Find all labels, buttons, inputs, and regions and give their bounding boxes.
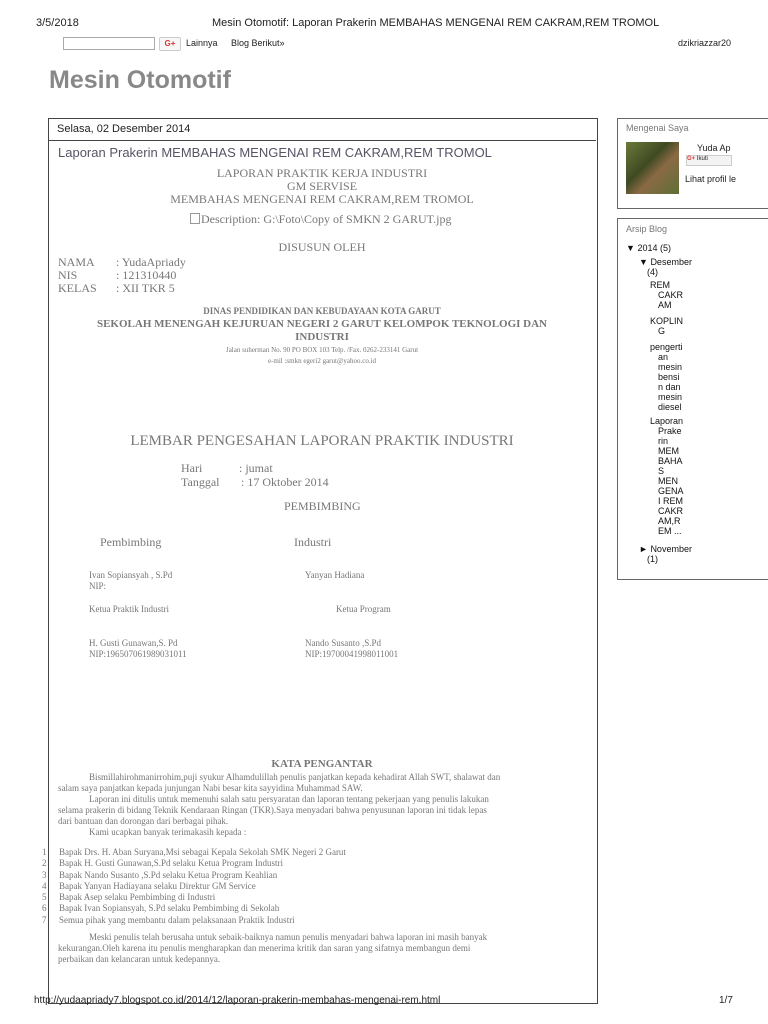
kata-pengantar-title: KATA PENGANTAR xyxy=(271,758,373,770)
ketua-praktik-signatory xyxy=(89,638,187,660)
closing-paragraph xyxy=(58,932,594,965)
para-2a: Laporan ini ditulis untuk memenuhi salah satu persyaratan dan laporan tentang pekerjaan yang penulis lakukan xyxy=(89,794,489,804)
thanks-item-text: Bapak Ivan Sopiansyah, S.Pd selaku Pembimbing di Sekolah xyxy=(59,903,280,914)
kata-pengantar-body xyxy=(58,772,594,838)
archive-post-link[interactable] xyxy=(650,280,683,310)
thanks-item-number: 3 xyxy=(42,869,47,880)
post-link-line[interactable]: EM ... xyxy=(658,526,682,536)
pembimbing-column-label: Pembimbing xyxy=(100,535,162,549)
month-count: (1) xyxy=(647,554,658,564)
archive-post-link-current[interactable] xyxy=(650,416,684,536)
post-link-line[interactable]: Laporan xyxy=(650,416,684,426)
print-date: 3/5/2018 xyxy=(36,17,79,29)
archive-year-2014[interactable] xyxy=(626,243,671,253)
nis-label: NIS xyxy=(58,268,78,282)
print-page-number: 1/7 xyxy=(719,995,733,1006)
post-link-line[interactable]: bensi xyxy=(658,372,680,382)
blog-title[interactable]: Mesin Otomotif xyxy=(49,66,231,94)
thanks-item-text: Bapak Asep selaku Pembimbing di Industri xyxy=(59,892,216,903)
post-link-line[interactable]: GENA xyxy=(658,486,684,496)
archive-month-november[interactable] xyxy=(639,544,692,564)
kelas-label: KELAS xyxy=(58,281,97,295)
archive-post-link[interactable] xyxy=(650,316,683,336)
view-profile-link[interactable]: Lihat profil le xyxy=(685,174,737,184)
thanks-item xyxy=(42,915,594,926)
pengesahan-date xyxy=(181,461,329,489)
year-count: (5) xyxy=(659,243,671,253)
search-input[interactable] xyxy=(63,37,155,50)
para-4b: kekurangan.Oleh karena itu penulis mengharapkan dan menerima kritik dan saran yang sifatnya membangun demi xyxy=(58,943,471,953)
industri-column-label: Industri xyxy=(294,535,332,549)
nis-value: : 121310440 xyxy=(116,268,177,282)
thanks-item-text: Bapak H. Gusti Gunawan,S.Pd selaku Ketua Program Industri xyxy=(59,858,283,869)
archive-month-desember[interactable] xyxy=(639,257,692,277)
thanks-item xyxy=(42,903,594,914)
para-4a: Meski penulis telah berusaha untuk sebaik-baiknya namun penulis menyadari bahwa laporan ini masih banyak xyxy=(89,932,488,942)
nama-label: NAMA xyxy=(58,255,95,269)
about-me-heading: Mengenai Saya xyxy=(626,123,689,133)
post-link-line[interactable]: mesin xyxy=(658,362,683,372)
author-name-link[interactable]: Yuda Ap xyxy=(697,143,731,153)
thanks-item-number: 6 xyxy=(42,903,47,914)
post-link-line[interactable]: CAKR xyxy=(658,290,684,300)
hari-value: : jumat xyxy=(239,461,273,475)
ketua-praktik-name: H. Gusti Gunawan,S. Pd xyxy=(89,638,178,648)
post-link-line[interactable]: n dan xyxy=(658,382,681,392)
more-link[interactable]: Lainnya xyxy=(186,38,218,48)
expand-triangle-icon[interactable]: ▼ xyxy=(626,243,635,253)
post-link-line[interactable]: mesin xyxy=(658,392,683,402)
post-link-line[interactable]: CAKR xyxy=(658,506,684,516)
post-link-line[interactable]: BAHA xyxy=(658,456,683,466)
school-email: e-mil :smkn egeri2 garut@yahoo.co.id xyxy=(267,357,377,365)
kelas-value: : XII TKR 5 xyxy=(116,281,175,295)
para-3: Kami ucapkan banyak terimakasih kepada : xyxy=(89,827,247,837)
post-link-line[interactable]: KOPLIN xyxy=(650,316,684,326)
pembimbing-industri-name: Yanyan Hadiana xyxy=(305,570,365,580)
thanks-item-text: Bapak Yanyan Hadiayana selaku Direktur GM Service xyxy=(59,880,256,891)
thanks-item xyxy=(42,881,594,892)
ketua-program-label: Ketua Program xyxy=(336,604,391,614)
archive-post-link[interactable] xyxy=(650,342,683,412)
cover-heading xyxy=(48,167,596,206)
thanks-item-text: Bapak Drs. H. Aban Suryana,Msi sebagai Kepala Sekolah SMK Negeri 2 Garut xyxy=(59,847,346,857)
next-blog-link[interactable]: Blog Berikut» xyxy=(231,38,285,48)
pembimbing-sekolah-nip: NIP: xyxy=(89,581,107,591)
pembimbing-heading: PEMBIMBING xyxy=(284,499,361,513)
para-2b: selama prakerin di bidang Teknik Kendaraan Ringan (TKR).Saya menyadari bahwa penyusunan laporan ini tidak lepas xyxy=(58,805,487,815)
month-count: (4) xyxy=(647,267,658,277)
cover-line-1: LAPORAN PRAKTIK KERJA INDUSTRI xyxy=(216,166,428,180)
post-link-line[interactable]: rin xyxy=(658,436,669,446)
post-link-line[interactable]: REM xyxy=(650,280,670,290)
para-1a: Bismillahirohmanirrohim,puji syukur Alhamdulillah penulis panjatkan kepada kehadirat Allah SWT, shalawat dan xyxy=(89,772,501,782)
ketua-program-nip: NIP:19700041998011001 xyxy=(305,649,399,659)
school-address: Jalan suherman No. 90 PO BOX 103 Telp. /Fax. 0262-233141 Garut xyxy=(225,346,419,354)
pembimbing-sekolah xyxy=(89,570,172,592)
thanks-item-number: 1 xyxy=(42,847,47,857)
thanks-item xyxy=(42,847,594,858)
thanks-item-text: Semua pihak yang membantu dalam pelaksanaan Praktik Industri xyxy=(59,914,295,925)
post-link-line[interactable]: Prake xyxy=(658,426,682,436)
thanks-item-number: 4 xyxy=(42,880,47,891)
year-label[interactable]: 2014 xyxy=(637,243,658,253)
cover-line-3: MEMBAHAS MENGENAI REM CAKRAM,REM TROMOL xyxy=(170,192,474,206)
ketua-program-signatory xyxy=(305,638,398,660)
post-date: Selasa, 02 Desember 2014 xyxy=(57,123,191,135)
month-label[interactable]: Desember xyxy=(650,257,692,267)
post-link-line[interactable]: MEM xyxy=(658,446,679,456)
cover-line-2: GM SERVISE xyxy=(286,179,358,193)
tanggal-label: Tanggal xyxy=(181,475,220,489)
school-logo-image xyxy=(190,212,451,227)
ketua-program-name: Nando Susanto ,S.Pd xyxy=(305,638,382,648)
post-link-line[interactable]: diesel xyxy=(658,402,682,412)
thanks-item xyxy=(42,892,594,903)
post-link-line[interactable]: an xyxy=(658,352,669,362)
ketua-praktik-nip: NIP:196507061989031011 xyxy=(89,649,187,659)
google-plus-icon: G+ xyxy=(687,156,696,162)
google-plus-button[interactable]: G+ xyxy=(159,37,181,51)
archive-heading: Arsip Blog xyxy=(626,224,668,234)
post-link-line[interactable]: S xyxy=(658,466,665,476)
disusun-oleh: DISUSUN OLEH xyxy=(278,240,366,254)
thanks-item-text: Bapak Nando Susanto ,S.Pd selaku Ketua Program Keahlian xyxy=(59,869,278,880)
post-title[interactable]: Laporan Prakerin MEMBAHAS MENGENAI REM CAKRAM,REM TROMOL xyxy=(58,145,492,160)
post-link-line[interactable]: AM xyxy=(658,300,672,310)
follow-button[interactable] xyxy=(686,155,732,166)
school-name-line-1: SEKOLAH MENENGAH KEJURUAN NEGERI 2 GARUT KELOMPOK TEKNOLOGI DAN xyxy=(96,318,548,330)
thanks-item xyxy=(42,870,594,881)
pembimbing-sekolah-name: Ivan Sopiansyah , S.Pd xyxy=(89,570,173,580)
pengesahan-title: LEMBAR PENGESAHAN LAPORAN PRAKTIK INDUSTRI xyxy=(130,433,514,449)
post-link-line[interactable]: G xyxy=(658,326,666,336)
para-4c: perbaikan dan kelancaran untuk kedepannya. xyxy=(58,954,221,964)
school-name-line-2: INDUSTRI xyxy=(295,331,349,343)
follow-label: Ikuti xyxy=(696,156,708,162)
thanks-item-number: 5 xyxy=(42,892,47,903)
thanks-item-number: 2 xyxy=(42,858,47,869)
thanks-item xyxy=(42,858,594,869)
thanks-list xyxy=(42,847,594,926)
hari-label: Hari xyxy=(181,461,203,475)
expand-triangle-icon[interactable]: ▼ xyxy=(639,257,648,267)
tanggal-value: : 17 Oktober 2014 xyxy=(241,475,329,489)
thanks-item-number: 7 xyxy=(42,914,47,925)
para-2c: dari bantuan dan dorongan dari berbagai pihak. xyxy=(58,816,229,826)
para-1b: salam saya panjatkan kepada junjungan Nabi besar kita sayyidina Muhammad SAW. xyxy=(58,783,363,793)
post-link-line[interactable]: pengerti xyxy=(650,342,683,352)
post-link-line[interactable]: I REM xyxy=(658,496,684,506)
post-link-line[interactable]: MEN xyxy=(658,476,678,486)
school-name xyxy=(48,318,596,344)
nama-value: : YudaApriady xyxy=(116,255,186,269)
month-label[interactable]: November xyxy=(650,544,692,554)
print-url: http://yudaapriady7.blogspot.co.id/2014/12/laporan-prakerin-membahas-mengenai-rem.html xyxy=(34,995,441,1006)
print-page-title: Mesin Otomotif: Laporan Prakerin MEMBAHAS MENGENAI REM CAKRAM,REM TROMOL xyxy=(212,17,660,29)
user-account-link[interactable]: dzikriazzar20 xyxy=(678,38,732,48)
collapsed-triangle-icon[interactable]: ► xyxy=(639,544,648,554)
author-info xyxy=(58,256,186,295)
broken-image-icon xyxy=(190,213,200,224)
dinas-line: DINAS PENDIDIKAN DAN KEBUDAYAAN KOTA GARUT xyxy=(203,306,441,316)
ketua-praktik-label: Ketua Praktik Industri xyxy=(89,604,169,614)
post-link-line[interactable]: AM,R xyxy=(658,516,681,526)
image-alt-text: Description: G:\Foto\Copy of SMKN 2 GARUT.jpg xyxy=(201,212,452,226)
profile-photo[interactable] xyxy=(626,142,679,194)
